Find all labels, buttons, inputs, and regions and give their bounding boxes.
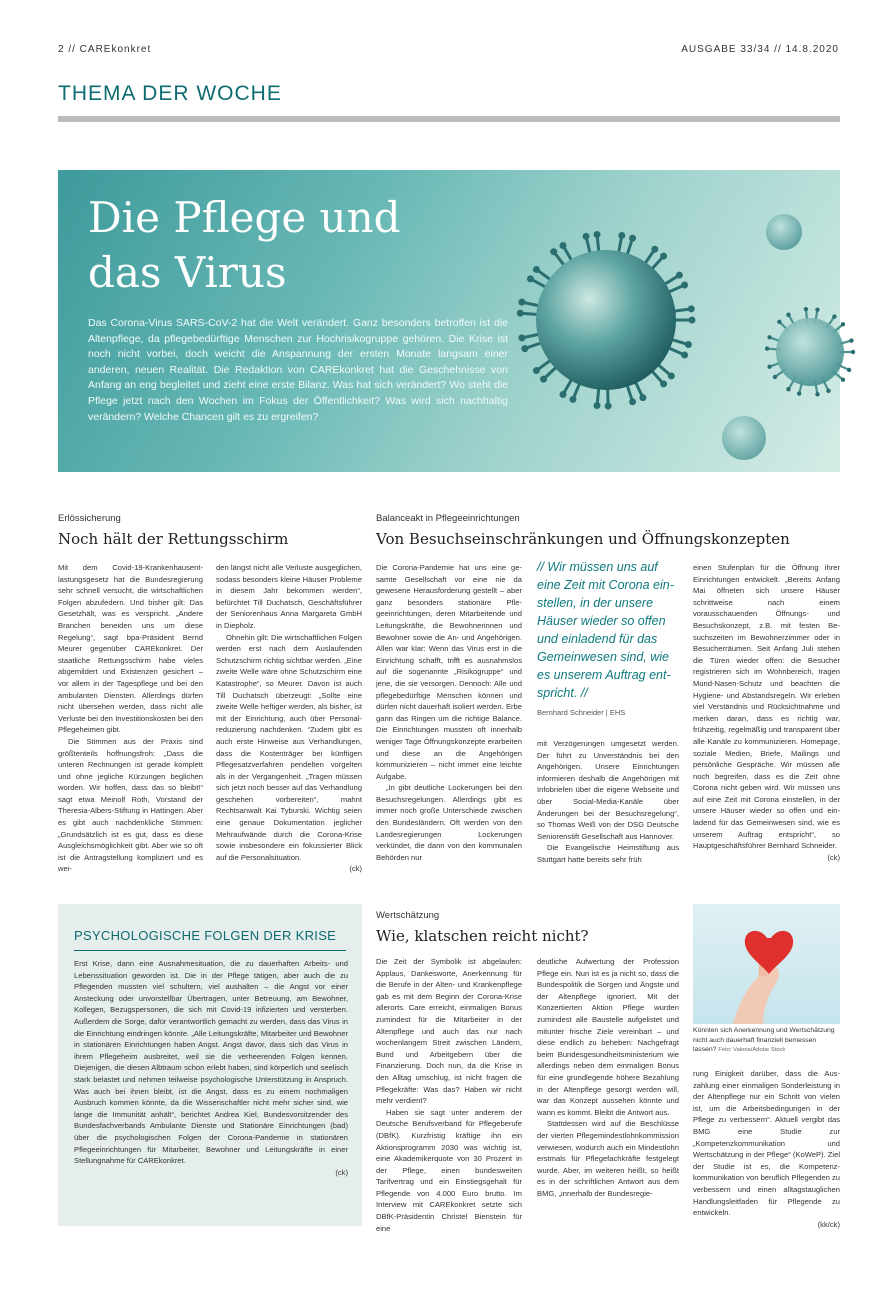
article2-col2 — [537, 738, 679, 882]
article1-col2 — [216, 562, 362, 882]
paragraph: Die Zeit der Symbolik ist abgelaufen: Applaus, Dankesworte, Anerkennung für die Berufe in der Alten- und Krankenpflege gab es mit dem Beginn der Corona-Krise allerorts. Care erreicht, einmaligen Bonus zumindest für die Mitarbeiter in der Altenpflege und auch das nur nach wochenlangem Streit zwischen Ländern, Bund und Arbeitgebern über die Finanzierung. Doch nun, da die Krise in den Alltag umschlug, ist nicht fragen die Pflegekräfte: Was das? Haben wir nicht mehr verdient? — [376, 957, 522, 1106]
box-rule — [74, 950, 346, 951]
hero-title: Die Pflege und das Virus — [88, 193, 401, 297]
author-sig: (kk/ck) — [817, 1219, 840, 1229]
article1-headline: Noch hält der Rettungsschirm — [58, 530, 289, 548]
section-title: THEMA DER WOCHE — [58, 82, 282, 105]
article1-kicker: Erlössicherung — [58, 513, 121, 524]
quote-author: Bernhard Schneider | EHS — [537, 708, 626, 717]
author-sig: (ck) — [827, 852, 840, 862]
author-sig: (ck) — [349, 864, 362, 874]
issue-date: AUSGABE 33/34 // 14.8.2020 — [681, 44, 839, 55]
article3-col2 — [537, 956, 679, 1226]
section-rule — [58, 116, 840, 122]
article3-kicker: Wertschätzung — [376, 910, 440, 921]
paragraph: Mit dem Covid-19-Krankenhausentlastungsgesetz hat die Bundesregierung sehr schnell versucht, die wirtschaftlichen Folgen abzufedern. Und bisher gilt: Das Gesetzhält, was es verspricht. „Andere Branchen beneiden uns um diese Regelung“, sagt bpa-Präsident Bernd Meurer gegenüber CAREkonkret. Der staatliche Rettungsschirm habe vieles abgemildert und Existenzen gesichert – vor allem in der Tagespflege und bei den ambulanten Diensten. Allerdings dürfen nicht übersehen werden, dass nicht alle Verluste bei den Investitionskosten bei den Pflegeheimen gibt. — [58, 563, 203, 735]
paragraph: einen Stufenplan für die Öffnung ihrer Einrichtungen entwickelt. „Bereits Anfang Mai öffneten sich unsere Häuser schrittweise nach einem vorausschauenden Öffnungs- und Besuchskonzept, z.B. mit festen Besuchszeiten im Bewohnerzimmer oder in Besucherräumen. Seit Anfang Juli stehen die Türen wieder offen: die Besucher registrieren sich im Wohnbereich, tragen Mund-Nasen-Schutz und beachten die Hygiene- und Abstandsregeln. Wir erleben viel Verständnis und Rücksichtnahme und merken daran, dass es richtig war, frühzeitig, regelmäßig und transparent über alle Kanäle zu kommunizieren. Homepage, soziale Medien, Briefe, Mailings und persönliche Gespräche. Wir müssen alle noch begreifen, dass es die Zeit ohne Corona nicht geben wird. Wir müssen uns auf eine Zeit mit Corona einstellen, in der unsere Häuser wieder so offen und einladend für das Gemeinwesen sind, wie es unserem Auftrag entspricht“, so Hauptgeschäftsführer Bernhard Schneider. — [693, 563, 840, 851]
box-title: PSYCHOLOGISCHE FOLGEN DER KRISE — [74, 928, 337, 943]
paragraph: „In gibt deutliche Lockerungen bei den Besuchsregelungen. Allerdings gibt es immer noch große Unterschiede zwischen den Bundesländern. Oft werden von den Landesregierungen Lockerungen verkündet, die dann von den kommunalen Behörden nur — [376, 783, 522, 862]
article2-kicker: Balanceakt in Pflegeeinrichtungen — [376, 513, 520, 524]
author-sig: (ck) — [335, 1167, 348, 1177]
paragraph: Ohnehin gilt: Die wirtschaftlichen Folgen werden erst nach dem Auslaufenden Schutzschirm richtig sichtbar werden. „Eine zweite Welle wäre ohne Schutzschirm eine Katastrophe“, so Meurer. Davon ist auch Till Duchatsch überzeugt: „Sollte eine zweite Welle heftiger werden, als bisher, ist mit der Einrichtung, auch über Personalreduzierung nachdenken. “Zudem gibt es auch erste Hinweise aus Verhandlungen, dass die Kostenträger bei künftigen Pflegesatzverfahren pendelten vorgelten als in der Vergangenheit. „Tragen müssen sich jetzt noch besser auf das Verhandlung geschehen vorbereiten“, mahnt Rechtsanwalt Kai Tyburski. Wichtig seien eine genaue Dokumentation jeglicher Mehraufwände durch die Corona-Krise sowie insbesondere ein fokussierter Blick auf die Personalsituation. — [216, 632, 362, 862]
paragraph: den längst nicht alle Verluste ausgeglichen, sodass besonders kleine Häuser Probleme in diesem Jahr bekommen werden“, befürchtet Till Duchatsch, Geschäftsführer der Seniorenhaus Anna Margareta GmbH in Diepholz. — [216, 563, 362, 630]
info-box — [58, 904, 362, 1226]
article3-headline: Wie, klatschen reicht nicht? — [376, 927, 589, 945]
paragraph: Die Stimmen aus der Praxis sind größtenteils hoffnungsfroh: „Dass die unteren Rechnungen ist gerade komplett und ohne jegliche Kürzungen beglichen worden. Wir hoffen, dass das so bleibt!“ sagt etwa Meinolf Roth, Vorstand der Theresia-Albers-Stiftung in Hattingen. Aber es gibt auch nachdenkliche Stimmen: „Grundsätzlich ist es gut, dass es diese Ausgleichsmöglichkeit gibt. Aber wie so oft ist die Antragstellung kompliziert und es wei- — [58, 736, 203, 874]
paragraph: Die Corona-Pandemie hat uns eine gesamte Gesellschaft vor eine nie da gewesene Herausforderung gestellt – aber ganz besonders stationäre Pflegeeinrichtungen, deren Mitarbeitende und Leitungskräfte, die Bewohnerinnen und Bewohner sowie die An- und Angehörigen. Allen war klar: Wenn das Virus erst in die Einrichtung schafft, trifft es ausnahmslos auf die sogenannte „Risikogruppe“ und jene, die sie versorgen. Dennoch: Alle und pflegebedürftige Menschen können und dürfen nicht dauerhaft isoliert werden. Erbe gann das Ringen um die richtige Balance. Die Einrichtungen mussten oft innerhalb weniger Tage Öffnungskonzepte erarbeiten und diese an die Angehörigen kommunizieren – nicht immer eine leichte Aufgabe. — [376, 563, 522, 781]
article2-col1 — [376, 562, 522, 882]
paragraph: deutliche Aufwertung der Profession Pflege ein. Nun ist es ja nicht so, dass die Bundespolitik die Sorgen und Ängste und der Altenpflege ignoriert. Mit der Konzertierten Aktion Pflege wurden zumindest alle Baustelle aufgelistet und mitunter frische Ziele vereinbart – und diese endlich zu beheben: Nachgefragt beim Bundesgesundheitsministerium wie allerdings neben dem einmaligen Bonus für eine grundlegende höhere Bezahlung in der Altenpflege gesorgt werden will, war das Konzept aussehen könnte und wann es kommt. Bleibt die Antwort aus. — [537, 957, 679, 1117]
article3-col1 — [376, 956, 522, 1233]
heart-icon — [693, 904, 840, 1024]
pull-quote: // Wir müssen uns auf eine Zeit mit Corona einstellen, in der unsere Häuser wieder so offen und einladend für das Gemeinwesen sind, wie es unserem Auftrag entspricht. // — [537, 560, 674, 700]
article3-col3 — [693, 1068, 841, 1229]
page-folio: 2 // CAREkonkret — [58, 44, 152, 55]
hero-banner — [58, 170, 840, 472]
box-text — [74, 958, 348, 1220]
paragraph: Stattdessen wird auf die Beschlüsse der vierten Pflegemindestlohnkommission verwiesen, wodurch auch ein Mindestlohn erstmals für Pflegefachkräfte festgelegt wurde. Aber, im weiteren heißt, so heißt es in der schriftlichen Antwort aus dem BMG, „innerhalb der Bundesregie- — [537, 1119, 679, 1198]
paragraph: mit Verzögerungen umgesetzt werden. Der führt zu Unverständnis bei den Angehörigen. Unsere Einrichtungen informieren deshalb die Angehörigen mit Infobriefen über die eigene Webseite und über Social-Media-Kanäle über Änderungen bei der Besuchsregelung“, so Thomas Weiß von der DSG Deutsche Seniorenstift Gesellschaft aus Hannover. — [537, 739, 679, 841]
article2-headline: Von Besuchseinschränkungen und Öffnungskonzepten — [376, 530, 790, 548]
photo-credit: Foto: Valeria/Adobe Stock — [718, 1047, 786, 1053]
article2-col3 — [693, 562, 840, 882]
paragraph: Die Evangelische Heimstiftung aus Stuttgart hatte bereits sehr früh — [537, 843, 679, 864]
photo-caption: Könnten sich Anerkennung und Wertschätzung nicht auch dauerhaft finanziell bemessen lassen? Foto: Valeria/Adobe Stock — [693, 1027, 835, 1053]
paragraph: rung Einigkeit darüber, dass die Auszahlung einer einmaligen Sonderleistung in der Altenpflege nur ein Schritt von vielen ist, um die Arbeitsbedingungen in der Pflege zu verbessern“. Aktuell vergibt das BMG eine Studie zur „Kompetenzkommunikation und Wertschätzung in der Pflege“ (KoWeP). Ziel der Studie ist es, die Kompetenzkommunikation von beruflich Pflegenden zu verbessern und einen alltagstauglichen Handlungsleitfaden für Pflegende zu entwickeln. — [693, 1069, 841, 1218]
article1-col1 — [58, 562, 203, 882]
paragraph: Haben sie sagt unter anderem der Deutsche Berufsverband für Pflegeberufe (DBfK). Kurzfristig kräftige ihn ein Aktionsprogramm 2030 was wichtig ist, eine Akademikerquote von 30 Prozent in der Pflege, einen bundesweiten Tarifvertrag und ein Einstiegsgehalt für Pflegende von 4.000 Euro brutto. Im Interview mit CAREkonkret setzte sich DBfK-Präsidentin Christel Bienstein für eine — [376, 1107, 522, 1233]
hero-lead: Das Corona-Virus SARS-CoV-2 hat die Welt verändert. Ganz besonders betroffen ist die Altenpflege, da pflegebedürftige Menschen zur Hochrisikogruppe gehören. Die Krise ist noch nicht vorbei, doch weicht die Anspannung der ersten Monate langsam einer anderen, neuen Realität. Die Redaktion von CAREkonkret hat die Geschehnisse von Anfang an eng begleitet und zieht eine erste Bilanz. Was hat sich verändert? Wo steht die Pflege jetzt nach den Wochen im Fokus der Öffentlichkeit? Was wird sich nachhaltig verändern? Welche Chancen gilt es zu ergreifen? — [88, 317, 508, 423]
paragraph: Erst Krise, dann eine Ausnahmesituation, die zu dauerhaften Arbeits- und Lebenssituation geworden ist. Die in der Pflege tätigen, aber auch die zu Pflegenden mussten viel schultern, viel aushalten – die Angst vor einer Ansteckung oder unvorstellbar Übertragen, unter Betreuung, am Bewohner, Kollegen, Bezugspersonen, die sich mit Covid-19 infizierten und versterben. Außerdem die Sorge, dafür verantwortlich gemacht zu werden, dass das Virus in die Einrichtung eindringen könnte. „Alle Leitungskräfte, Mitarbeiter und Bewohner in stationären Einrichtungen haben Angst. Angst davor, dass sich das Virus in ihrem Pflegeheim ausbreitet, weil sie die verheerenden Folgen kennen. Diejenigen, die diesen Albtraum schon erlebt haben, sind körperlich und seelisch stark belastet und nehmen teilweise psychologische Unterstützung in Anspruch. Was auch bei ihnen bleibt, ist die Angst, dass es zu einem nochmaligen Ausbruch kommen könnte, da die Wissenschaftler nicht mehr sicher sind, wie lange die Immunität anhält“, berichtet Andrea Kiel, Bundesvorsitzender des Bundesfachverbands Ambulante Dienste und Stationäre Einrichtungen (bad) über die psychologischen Folgen der Corona-Pandemie in stationären Pflegeeinrichtungen für Mitarbeiter, Bewohner und Leitungskräfte in einer Stellungnahme für CAREkonkret. — [74, 959, 348, 1166]
heart-in-hand-photo — [693, 904, 840, 1024]
